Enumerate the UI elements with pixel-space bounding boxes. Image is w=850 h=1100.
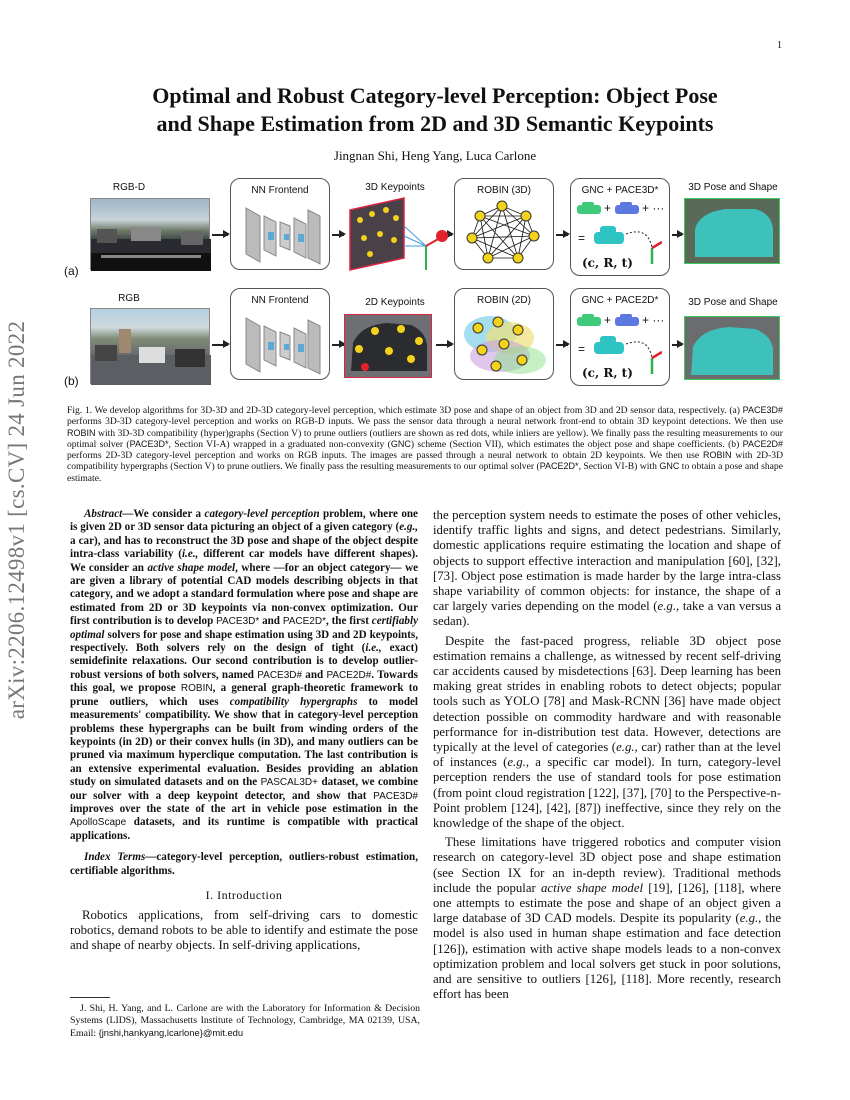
right-p3-run: the model is also used in human shape estimation and face detection [126]), estimation with active shape models leads to a non-convex optimization problem and local solvers get stuck in poor solutions, and are sensitive to outliers [126], [118]. More recently, research effort has been [433, 911, 781, 1002]
paper-title-line-1: Optimal and Robust Category-level Perception: Object Pose [152, 83, 718, 108]
right-p3-run: These limitations have triggered robotics and computer vision research on category-level 3D object pose and shape estimation (see Section IX for an in-depth review). Traditional methods include the popular [433, 835, 781, 895]
intro-paragraph: Robotics applications, from self-driving cars to domestic robotics, demand robots to be able to identify and estimate the pose and shape of nearby objects. In self-driving applications, [70, 907, 418, 953]
row-b-equals: = [578, 342, 586, 356]
abstract-run: PACE3D# [373, 790, 418, 802]
rgb-photo [90, 308, 210, 384]
abstract-run: i.e., [365, 642, 382, 655]
right-p1-run: e.g., [657, 599, 680, 614]
row-a-green-car-icon [576, 202, 602, 216]
abstract-run: active shape model [147, 561, 236, 574]
row-b-arrow-3 [436, 344, 452, 346]
caption-run: , Section VI-A) wrapped in a graduated non-convexity ( [168, 438, 391, 450]
row-a-robin-label: ROBIN (3D) [477, 185, 531, 196]
row-b-robin-label: ROBIN (2D) [477, 295, 531, 306]
abstract-run: , where —for an object category— we are given a library of potential CAD models describing objects in that category, and we adopt a standard formulation where pose and shape are estimated from 2D or 3D keypoints via non-convex optimization. Our first contribution is to develop [70, 561, 419, 628]
row-a-output-label: 3D Pose and Shape [688, 182, 778, 193]
row-b-frontend-label: NN Frontend [251, 295, 309, 306]
row-b-arrow-4 [556, 344, 568, 346]
right-p2-run: e.g., [616, 740, 638, 755]
row-a-blue-car-icon [614, 202, 640, 216]
row-b-output-label: 3D Pose and Shape [688, 297, 778, 308]
footnote-rule [70, 997, 110, 998]
abstract-run: compatibility hypergraphs [229, 695, 358, 708]
rgbd-scene-graphic [91, 199, 211, 271]
left-column [70, 508, 418, 954]
caption-run: to obtain a pose and shape estimate. [67, 461, 783, 484]
abstract-run: improves over the state of the art in vehicle pose estimation in the [70, 802, 418, 815]
caption-run: with 3D-3D compatibility (hyper)graphs (Section V) to prune outliers (outliers are shown as red dots, while inliers are yellow). We finally pass the resulting measurements to our optimal solver ( [67, 427, 783, 450]
row-b-keypoints-label: 2D Keypoints [365, 297, 425, 308]
caption-run: with 2D-3D compatibility hypergraphs (Section V) to prune outliers. We finally pass the resulting measurements to our optimal solver ( [67, 450, 784, 473]
row-a-solver-label: GNC + PACE3D* [581, 185, 659, 196]
caption-run: performs 2D-3D category-level perception and works on RGB inputs. The images are passed through a neural network to obtain 2D keypoints. We then use [67, 450, 703, 462]
abstract-run: , a general graph-theoretic framework to prune outliers, which uses [70, 682, 419, 708]
abstract-run: a car), and has to reconstruct the 3D pose and shape of the object despite intra-class variability ( [70, 534, 418, 561]
caption-run: , Section VI-B) with [578, 461, 660, 473]
row-b-pose-tuple: (c, R, t) [582, 366, 633, 380]
abstract-run: ApolloScape [70, 817, 127, 829]
row-b-label: (b) [64, 374, 79, 388]
right-p1-run: the perception system needs to estimate the poses of other vehicles, identify traffic lights and signs, and detect pedestrians. Similarly, domestic applications require estimating the location and shape of objects to support effective interaction and manipulation [60], [32], [73]. Object pose estimation is made harder by the large intra-class shape variability of common objects: for instance, the shape of a car largely varies depending on the model ( [433, 508, 781, 614]
row-a-3d-keypoints-graphic [346, 196, 441, 272]
row-a-arrow-1 [212, 234, 228, 236]
caption-run: GNC [390, 438, 411, 449]
caption-run: PACE2D* [539, 461, 579, 472]
row-b-2d-keypoints-graphic [345, 315, 431, 377]
row-b-arrow-5 [672, 344, 682, 346]
row-a-output-car-graphic [685, 199, 779, 263]
abstract-run: certifiably optimal [70, 615, 418, 641]
right-p2-run: e.g., [507, 755, 530, 770]
row-b-input-label: RGB [118, 293, 140, 304]
row-b-output-image [684, 316, 780, 380]
abstract-run: PACE2D# [326, 669, 372, 681]
rgb-scene-graphic [91, 309, 211, 385]
row-a-arrow-2 [332, 234, 344, 236]
abstract-run: different car models have different shapes). We consider an [70, 548, 418, 574]
row-a-output-image [684, 198, 780, 264]
row-b-green-car-icon [576, 314, 602, 328]
abstract-run: category-level perception [204, 508, 320, 520]
page-number: 1 [777, 40, 782, 51]
row-a-keypoints-label: 3D Keypoints [365, 182, 425, 193]
row-b-output-car-graphic [685, 317, 779, 379]
row-b-blue-car-icon [614, 314, 640, 328]
caption-run: PACE3D* [129, 438, 169, 449]
figure-1 [62, 176, 792, 396]
rgbd-photo [90, 198, 210, 270]
abstract-run: , the first [325, 615, 372, 628]
abstract-run: PACE2D* [282, 616, 326, 628]
abstract-run: Abstract [84, 508, 123, 520]
row-a-input-label: RGB-D [112, 182, 146, 193]
caption-run: performs 3D-3D category-level perception and works on RGB-D inputs. We pass the sensor data through a neural network front-end to obtain 3D keypoint detections. We then use [67, 416, 783, 428]
row-b-arrow-2 [332, 344, 344, 346]
right-p3-run: active shape model [540, 880, 644, 895]
right-p2-run: a specific car model). In turn, category-level perception renders the use of standard tools for pose estimation (from point cloud registration [122], [37], [70] to the Perspective-n-Point problem [124], [42], [87]) ineffective, since they rely on the knowledge of the shape of the object. [433, 755, 781, 831]
row-a-label: (a) [64, 264, 79, 278]
footnote-run: J. Shi, H. Yang, and L. Carlone are with the Laboratory for Information & Decision Systems (LIDS), Massachusetts Institute of Technology, Cambridge, MA 02139, USA, Email: [70, 1003, 420, 1039]
right-p1-run: take a van versus a sedan). [433, 599, 781, 629]
footnote [70, 1003, 420, 1040]
section-heading: I. Introduction [205, 887, 283, 902]
figure-caption [67, 405, 783, 484]
row-b-network-icon [242, 314, 322, 376]
paper-title-line-2: and Shape Estimation from 2D and 3D Semantic Keypoints [156, 111, 714, 136]
abstract-run: and [302, 668, 327, 681]
abstract-run: PASCAL3D+ [260, 777, 318, 789]
row-b-solver-label: GNC + PACE2D* [581, 295, 659, 306]
caption-run: PACE3D# [742, 405, 783, 415]
row-a-network-icon [242, 204, 322, 266]
row-a-outlier-dot [434, 228, 450, 244]
right-p2-run: Despite the fast-paced progress, reliable 3D object pose estimation remains a challenge, as witnessed by recent self-driving car accidents caused by misdetections [63]. Deep learning has been making great strides in enabling robots to detect objects; popular tools such as YOLO [78] and Mask-RCNN [36] have made object detection possible on commodity hardware and with reasonable performance for in-distribution test data. However, detections are typically at the level of categories ( [433, 633, 781, 755]
abstract-run: to model measurements' compatibility. We show that in category-level perception problems these hypergraphs can be built from winding orders of the keypoints (in 2D) or their convex hulls (in 3D), and many outliers can be pruned via maximum hyperclique computation. The last contribution is an extensive experimental evaluation. Besides providing an ablation study on simulated datasets and on the [70, 695, 418, 789]
abstract [70, 508, 418, 843]
row-a-robin-graph [462, 200, 548, 266]
row-b-plus: + [604, 313, 612, 327]
row-a-arrow-5 [672, 234, 682, 236]
caption-run: ) scheme (Section VII), which estimates the object pose and shape coefficients. (b) [410, 438, 743, 450]
row-a-frontend-label: NN Frontend [251, 185, 309, 196]
abstract-run: —We consider a [122, 508, 205, 520]
caption-run: PACE2D# [742, 438, 783, 449]
abstract-run: solvers for pose and shape estimation using 3D and 2D keypoints, respectively. Both solvers rely on the design of tight ( [70, 628, 418, 655]
arxiv-stamp: arXiv:2206.12498v1 [cs.CV] 24 Jun 2022 [4, 320, 29, 720]
right-column [433, 508, 781, 1003]
right-p3-run: [19], [126], [118], where one attempts to estimate the pose and shape of an object given a large database of 3D CAD models. Despite its popularity ( [433, 880, 781, 926]
abstract-run: problem, where one is given 2D or 3D sensor data picturing an object of a given category ( [70, 508, 418, 534]
index-terms [70, 851, 418, 878]
caption-run: GNC [659, 461, 680, 472]
abstract-run: PACE3D# [257, 669, 303, 681]
row-b-2d-keypoints-image [344, 314, 432, 378]
row-b-robin-hypergraph [460, 310, 550, 378]
caption-run: ROBIN [67, 427, 96, 438]
abstract-run: dataset, we combine our solver with a deep keypoint detector, and show that [70, 776, 419, 802]
row-b-arrow-1 [212, 344, 228, 346]
row-b-plus-more: + ··· [642, 313, 665, 327]
abstract-run: i.e., [181, 548, 199, 561]
caption-run: ROBIN [702, 450, 732, 461]
abstract-run: e.g., [399, 521, 418, 534]
abstract-run: ROBIN [180, 683, 213, 695]
right-paragraph-1 [433, 508, 781, 630]
row-a-pose-tuple: (c, R, t) [582, 256, 633, 270]
index-terms-run: Index Terms [84, 851, 146, 864]
row-a-plus-more: + ··· [642, 201, 665, 215]
right-p2-run: car) rather than at the level of instances ( [433, 740, 781, 770]
index-terms-run: —category-level perception, outliers-robust estimation, certifiable algorithms. [70, 851, 418, 877]
footnote-run: {jnshi,hankyang,lcarlone}@mit.edu [98, 1027, 244, 1038]
row-a-equals: = [578, 231, 586, 245]
right-p3-run: e.g., [739, 911, 762, 926]
abstract-run: and [259, 615, 283, 628]
abstract-run: . Towards this goal, we propose [70, 668, 418, 695]
abstract-run: PACE3D* [216, 616, 260, 628]
abstract-run: datasets, and its runtime is compatible with practical applications. [70, 816, 418, 842]
caption-run: Fig. 1. We develop algorithms for 3D-3D and 2D-3D category-level perception, which estimate 3D pose and shape of an object from 3D and 2D sensor data, respectively. (a) [67, 405, 743, 416]
authors: Jingnan Shi, Heng Yang, Luca Carlone [333, 148, 537, 163]
right-paragraph-3 [433, 835, 781, 1002]
row-a-plus: + [604, 201, 612, 215]
abstract-run: exact) semidefinite relaxations. Our second contribution is to develop outlier-robust versions of both solvers, named [70, 642, 418, 681]
row-a-arrow-4 [556, 234, 568, 236]
right-paragraph-2 [433, 634, 781, 832]
